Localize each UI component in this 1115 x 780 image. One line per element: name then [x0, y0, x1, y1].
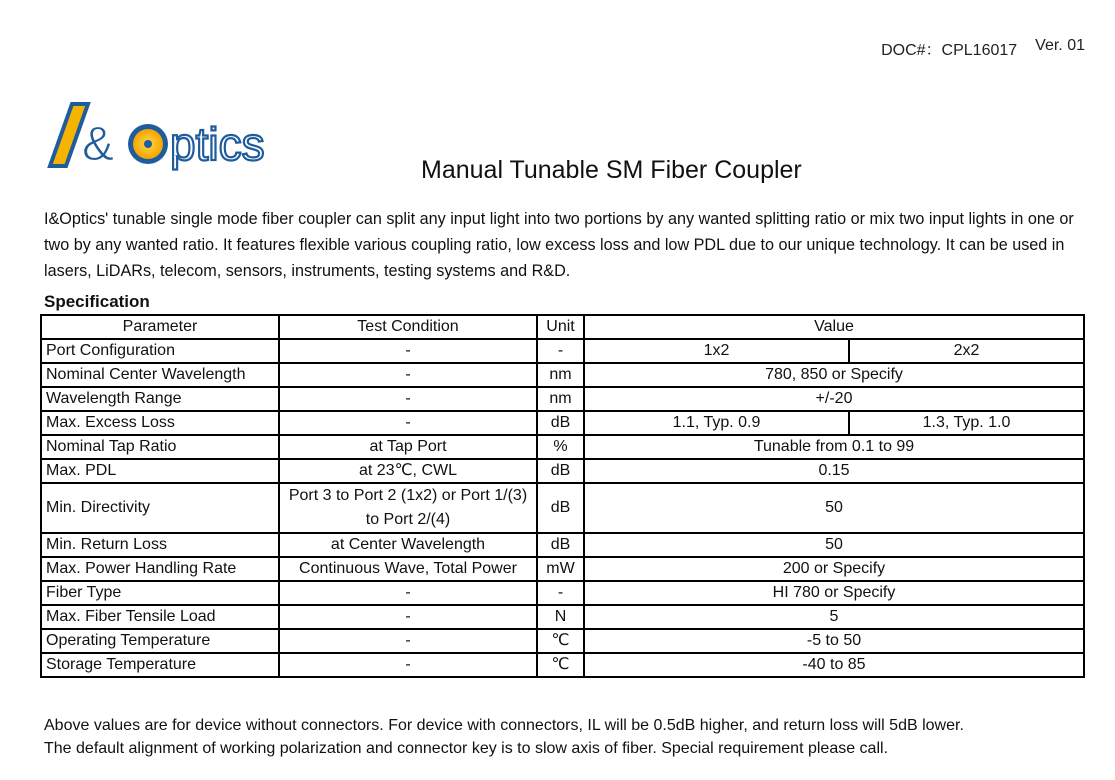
- table-row: [41, 605, 1084, 629]
- row-value: +/-20: [584, 387, 1084, 411]
- specification-heading: Specification: [44, 292, 150, 311]
- row-unit: ℃: [537, 629, 584, 653]
- table-row: [41, 459, 1084, 483]
- row-parameter: Port Configuration: [41, 339, 279, 363]
- row-unit: dB: [537, 411, 584, 435]
- row-parameter: Min. Return Loss: [41, 533, 279, 557]
- table-row: [41, 339, 1084, 363]
- row-condition: Continuous Wave, Total Power: [279, 557, 537, 581]
- doc-version: Ver. 01: [1035, 37, 1085, 54]
- row-parameter: Min. Directivity: [41, 483, 279, 533]
- row-parameter: Operating Temperature: [41, 629, 279, 653]
- row-parameter: Storage Temperature: [41, 653, 279, 677]
- row-condition: -: [279, 605, 537, 629]
- row-value: -5 to 50: [584, 629, 1084, 653]
- row-parameter: Wavelength Range: [41, 387, 279, 411]
- table-row: [41, 435, 1084, 459]
- header-value: Value: [584, 315, 1084, 339]
- table-row: [41, 557, 1084, 581]
- row-value-1x2: 1x2: [584, 339, 849, 363]
- table-header-row: [41, 315, 1084, 339]
- row-value: 0.15: [584, 459, 1084, 483]
- intro-paragraph: I&Optics' tunable single mode fiber coupler can split any input light into two portions by any wanted splitting ratio or mix two input lights in one or two by any wanted ratio. It features flexible various coupling ratio, low excess loss and low PDL due to our unique technology. It can be used in lasers, LiDARs, telecom, sensors, instruments, testing systems and R&D.: [44, 210, 1074, 280]
- company-logo: [44, 100, 304, 180]
- row-value-2x2: 2x2: [849, 339, 1084, 363]
- row-parameter: Max. PDL: [41, 459, 279, 483]
- row-condition: -: [279, 339, 537, 363]
- table-row: [41, 363, 1084, 387]
- row-unit: nm: [537, 387, 584, 411]
- table-row: [41, 411, 1084, 435]
- row-parameter: Nominal Center Wavelength: [41, 363, 279, 387]
- header-test-condition: Test Condition: [279, 315, 537, 339]
- row-value: 50: [584, 533, 1084, 557]
- row-unit: mW: [537, 557, 584, 581]
- logo-graphic: [44, 100, 304, 180]
- row-condition: -: [279, 411, 537, 435]
- footnotes: [44, 714, 964, 760]
- row-value: Tunable from 0.1 to 99: [584, 435, 1084, 459]
- row-value-2x2: 1.3, Typ. 1.0: [849, 411, 1084, 435]
- logo-o-center: [144, 140, 152, 148]
- specification-table: [40, 314, 1085, 678]
- row-parameter: Nominal Tap Ratio: [41, 435, 279, 459]
- row-condition: -: [279, 363, 537, 387]
- document-reference: [881, 37, 1085, 60]
- row-unit: nm: [537, 363, 584, 387]
- table-row: [41, 533, 1084, 557]
- row-unit: N: [537, 605, 584, 629]
- row-unit: ℃: [537, 653, 584, 677]
- row-value: -40 to 85: [584, 653, 1084, 677]
- row-unit: dB: [537, 459, 584, 483]
- table-row: [41, 629, 1084, 653]
- table-row: [41, 387, 1084, 411]
- row-value: HI 780 or Specify: [584, 581, 1084, 605]
- row-unit: dB: [537, 533, 584, 557]
- row-condition: -: [279, 387, 537, 411]
- row-unit: dB: [537, 483, 584, 533]
- row-value: 50: [584, 483, 1084, 533]
- row-value-1x2: 1.1, Typ. 0.9: [584, 411, 849, 435]
- row-condition: -: [279, 581, 537, 605]
- row-parameter: Max. Fiber Tensile Load: [41, 605, 279, 629]
- table-row: [41, 483, 1084, 533]
- row-parameter: Max. Power Handling Rate: [41, 557, 279, 581]
- row-condition: -: [279, 629, 537, 653]
- table-row: [41, 581, 1084, 605]
- footnote-polarization: The default alignment of working polarization and connector key is to slow axis of fiber. Special requirement please call.: [44, 740, 889, 757]
- header-unit: Unit: [537, 315, 584, 339]
- logo-ptics: ptics: [170, 118, 265, 170]
- row-value: 5: [584, 605, 1084, 629]
- header-parameter: Parameter: [41, 315, 279, 339]
- page-title: Manual Tunable SM Fiber Coupler: [421, 156, 802, 184]
- footnote-connectors: Above values are for device without connectors. For device with connectors, IL will be 0.5dB higher, and return loss will 5dB lower.: [44, 717, 964, 734]
- row-condition: at 23℃, CWL: [279, 459, 537, 483]
- doc-number: DOC#：CPL16017: [881, 42, 1018, 59]
- row-parameter: Fiber Type: [41, 581, 279, 605]
- row-value: 780, 850 or Specify: [584, 363, 1084, 387]
- row-condition: Port 3 to Port 2 (1x2) or Port 1/(3) to Port 2/(4): [279, 483, 537, 533]
- table-row: [41, 653, 1084, 677]
- row-unit: -: [537, 339, 584, 363]
- row-condition: at Tap Port: [279, 435, 537, 459]
- logo-ampersand: &: [82, 118, 115, 171]
- row-condition: at Center Wavelength: [279, 533, 537, 557]
- row-condition: -: [279, 653, 537, 677]
- row-unit: -: [537, 581, 584, 605]
- row-parameter: Max. Excess Loss: [41, 411, 279, 435]
- row-value: 200 or Specify: [584, 557, 1084, 581]
- row-unit: %: [537, 435, 584, 459]
